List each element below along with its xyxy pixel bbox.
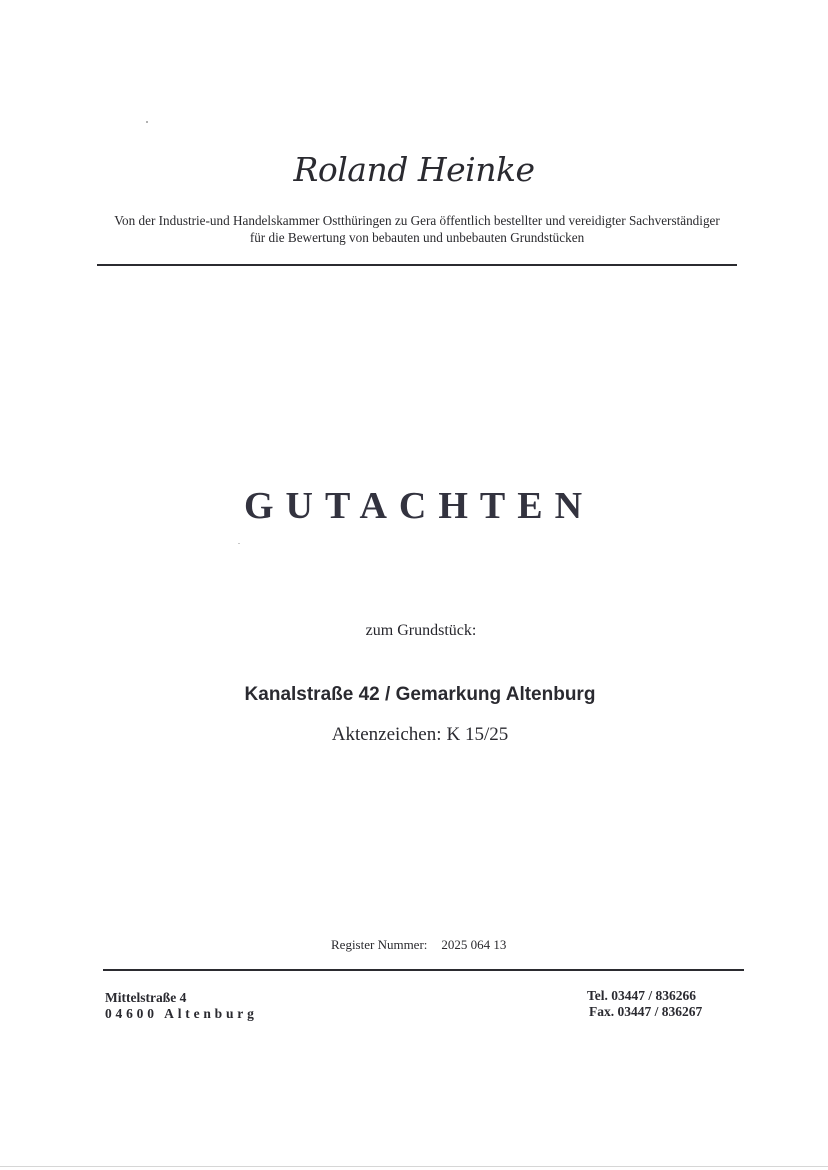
scan-speck bbox=[146, 121, 148, 123]
footer-contact bbox=[587, 988, 702, 1020]
contact-fax: Fax. 03447 / 836267 bbox=[589, 1004, 703, 1019]
letterhead-signature: Roland Heinke bbox=[293, 150, 535, 189]
subject-label: zum Grundstück: bbox=[365, 622, 477, 639]
document-title: GUTACHTEN bbox=[243, 485, 595, 527]
file-reference bbox=[0, 724, 828, 746]
credential-line-1: Von der Industrie-und Handelskammer Ostthüringen zu Gera öffentlich bestellter und vereidigter Sachverständiger bbox=[114, 213, 720, 228]
address-city: 04600 Altenburg bbox=[105, 1006, 258, 1021]
scan-speck bbox=[238, 543, 240, 544]
contact-phone: Tel. 03447 / 836266 bbox=[587, 988, 697, 1003]
letterhead-credential bbox=[0, 212, 828, 246]
header-divider bbox=[97, 264, 737, 266]
register-value: 2025 064 13 bbox=[441, 937, 507, 952]
credential-line-2: für die Bewertung von bebauten und unbebauten Grundstücken bbox=[249, 230, 585, 245]
file-reference-label: Aktenzeichen: bbox=[331, 724, 442, 745]
scan-edge-line bbox=[0, 1166, 828, 1167]
property-address: Kanalstraße 42 / Gemarkung Altenburg bbox=[244, 684, 596, 705]
register-number bbox=[331, 937, 506, 953]
footer-divider bbox=[103, 969, 744, 971]
file-reference-value: K 15/25 bbox=[446, 724, 509, 745]
address-street: Mittelstraße 4 bbox=[105, 990, 187, 1005]
register-label: Register Nummer: bbox=[331, 937, 428, 952]
footer-address bbox=[105, 990, 258, 1022]
